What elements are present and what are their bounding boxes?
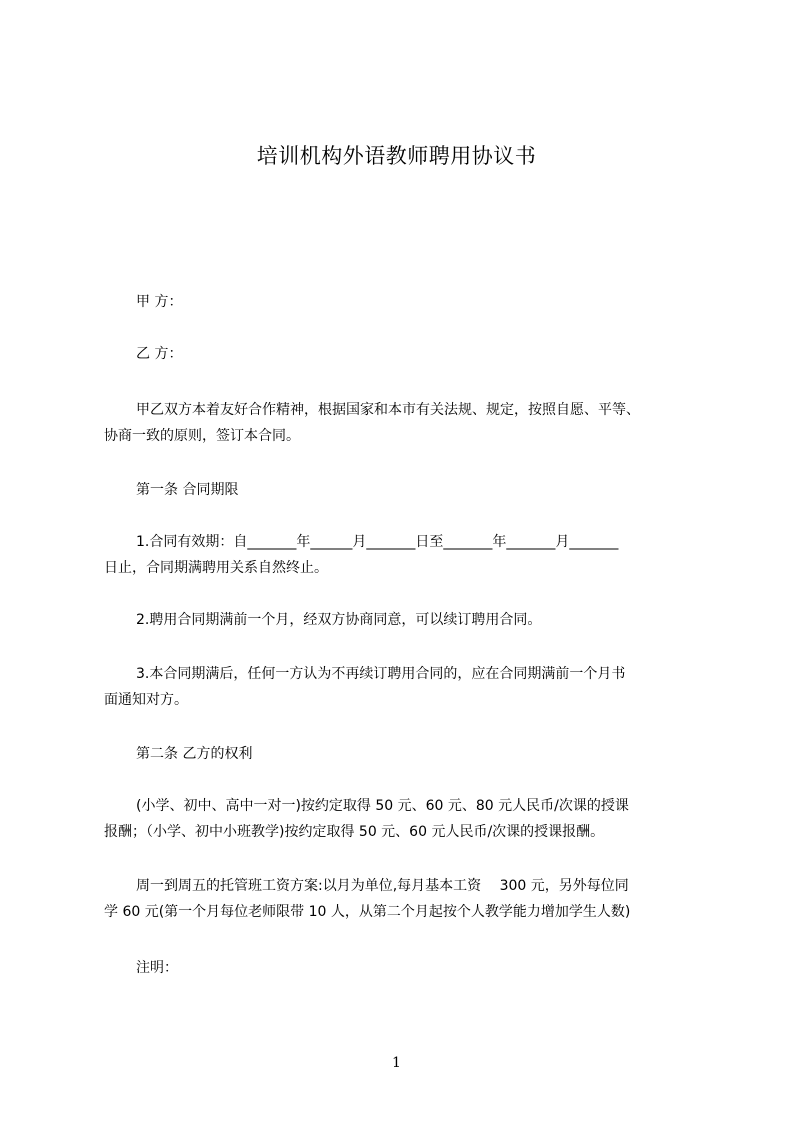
article1-item3-line-2: 面通知对方。: [104, 692, 188, 708]
intro-line-2: 协商一致的原则，签订本合同。: [104, 428, 300, 444]
article2-paragraph-1-line-1: (小学、初中、高中一对一)按约定取得 50 元、60 元、80 元人民币/次课的授课: [136, 798, 629, 814]
article2-note-label: 注明：: [136, 960, 178, 976]
document-title: 培训机构外语教师聘用协议书: [256, 144, 537, 168]
article1-item2: 2.聘用合同期满前一个月，经双方协商同意，可以续订聘用合同。: [136, 612, 542, 628]
article2-paragraph-1-line-2: 报酬；（小学、初中小班教学)按约定取得 50 元、60 元人民币/次课的授课报酬。: [104, 824, 605, 840]
party-b-label: 乙 方：: [136, 346, 183, 362]
article2-heading: 第二条 乙方的权利: [136, 746, 253, 762]
article1-item1-line-2: 日止，合同期满聘用关系自然终止。: [104, 560, 328, 576]
intro-line-1: 甲乙双方本着友好合作精神，根据国家和本市有关法规、规定，按照自愿、平等、: [136, 402, 640, 418]
article1-item3-line-1: 3.本合同期满后，任何一方认为不再续订聘用合同的，应在合同期满前一个月书: [136, 666, 626, 682]
article1-heading: 第一条 合同期限: [136, 482, 239, 498]
article1-item1-line-1: 1.合同有效期：自_______年______月_______日至_______年_______月_______: [136, 534, 619, 550]
article2-paragraph-2-line-2: 学 60 元(第一个月每位老师限带 10 人，从第二个月起按个人教学能力增加学生人数): [104, 904, 631, 920]
party-a-label: 甲 方：: [136, 294, 183, 310]
page-number: 1: [392, 1055, 401, 1071]
article2-paragraph-2-line-1: 周一到周五的托管班工资方案:以月为单位,每月基本工资 300 元，另外每位同: [136, 878, 629, 894]
